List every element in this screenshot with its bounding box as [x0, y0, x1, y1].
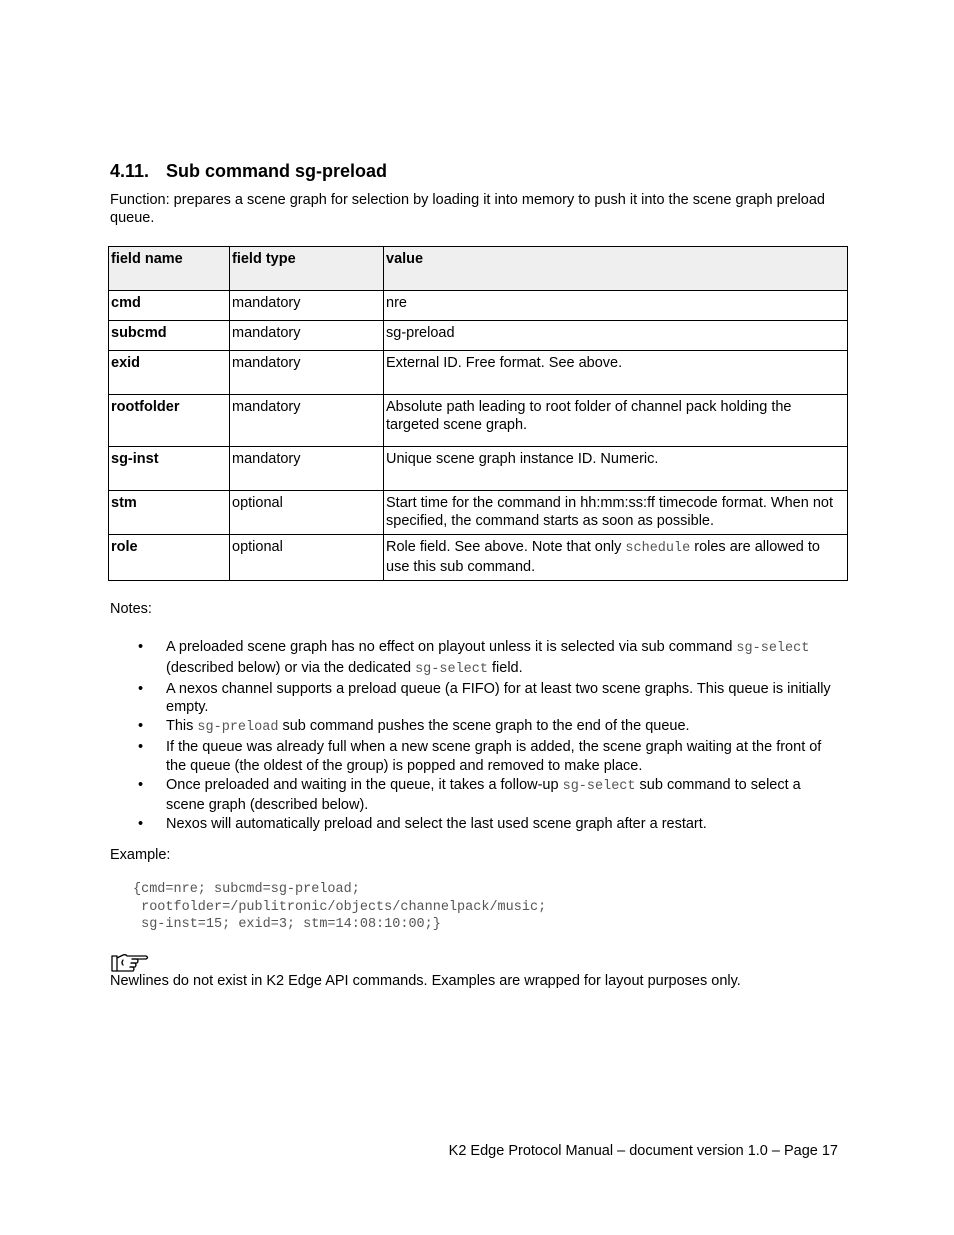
tip-text: Newlines do not exist in K2 Edge API commands. Examples are wrapped for layout purposes only. — [110, 973, 741, 989]
bullet: • — [138, 739, 144, 755]
field-value-cell: nre — [384, 291, 848, 321]
bullet: • — [138, 680, 144, 697]
code-line: rootfolder=/publitronic/objects/channelpack/music; — [133, 899, 547, 915]
note-text: A nexos channel supports a preload queue (a FIFO) for at least two scene graphs. This queue is initially empty. — [166, 680, 831, 715]
field-name-cell: stm — [109, 491, 230, 535]
code-line: sg-inst=15; exid=3; stm=14:08:10:00;} — [133, 917, 441, 932]
code-line: {cmd=nre; subcmd=sg-preload; — [133, 882, 360, 897]
table-row — [109, 321, 848, 351]
field-value-cell: sg-preload — [384, 321, 848, 351]
note-text: field. — [487, 659, 523, 676]
field-value-cell — [384, 535, 848, 581]
list-item — [110, 815, 838, 834]
table-row — [109, 395, 848, 447]
field-table — [108, 246, 848, 581]
table-row — [109, 535, 848, 581]
header-field-type: field type — [230, 247, 384, 291]
header-field-name: field name — [109, 247, 230, 291]
field-type-cell: mandatory — [230, 291, 384, 321]
code-sg-select: sg-select — [415, 661, 488, 677]
list-item — [110, 776, 838, 815]
field-value-cell: Start time for the command in hh:mm:ss:ff timecode format. When not specified, the command starts as soon as possible. — [384, 491, 848, 535]
bullet: • — [138, 639, 144, 655]
field-name-cell: cmd — [109, 291, 230, 321]
bullet: • — [138, 718, 144, 734]
code-sg-select: sg-select — [562, 778, 636, 794]
example-label: Example: — [110, 847, 171, 863]
table-row — [109, 447, 848, 491]
table-header-row — [109, 247, 848, 291]
field-name-cell: role — [109, 535, 230, 581]
field-value-cell: Absolute path leading to root folder of channel pack holding the targeted scene graph. — [384, 395, 848, 447]
list-item — [110, 717, 838, 738]
note-text: sub command to select a scene graph (described below). — [166, 776, 801, 813]
field-value-cell: External ID. Free format. See above. — [384, 351, 848, 395]
note-text: Nexos will automatically preload and select the last used scene graph after a restart. — [166, 816, 707, 832]
field-value-cell: Unique scene graph instance ID. Numeric. — [384, 447, 848, 491]
section-number: 4.11. — [110, 161, 150, 181]
table-row — [109, 291, 848, 321]
bullet: • — [138, 816, 144, 832]
field-type-cell: mandatory — [230, 321, 384, 351]
field-type-cell: mandatory — [230, 351, 384, 395]
field-type-cell: optional — [230, 491, 384, 535]
field-type-cell: mandatory — [230, 395, 384, 447]
header-value: value — [384, 247, 848, 291]
note-text: This — [166, 718, 198, 734]
notes-list — [110, 638, 838, 834]
table-row — [109, 491, 848, 535]
page-footer: K2 Edge Protocol Manual – document version 1.0 – Page 17 — [448, 1143, 838, 1159]
code-schedule: schedule — [625, 541, 691, 556]
pointing-hand-icon — [110, 951, 150, 973]
table-row — [109, 351, 848, 395]
field-name-cell: exid — [109, 351, 230, 395]
list-item — [110, 738, 838, 775]
bullet: • — [138, 776, 144, 793]
field-name-cell: subcmd — [109, 321, 230, 351]
note-text: If the queue was already full when a new scene graph is added, the scene graph waiting at the front of the queue (the oldest of the group) is popped and removed to make place. — [166, 739, 822, 774]
section-title: Sub command sg-preload — [166, 161, 388, 181]
note-text: (described below) or via the dedicated — [166, 659, 416, 676]
field-name-cell: rootfolder — [109, 395, 230, 447]
note-text: A preloaded scene graph has no effect on playout unless it is selected via sub command — [166, 639, 737, 655]
field-type-cell: mandatory — [230, 447, 384, 491]
list-item — [110, 638, 838, 679]
code-sg-preload: sg-preload — [197, 720, 279, 735]
notes-label: Notes: — [110, 601, 152, 617]
value-text: roles are allowed to use this sub command. — [386, 539, 820, 575]
value-text: Role field. See above. Note that only — [386, 539, 626, 555]
code-sg-select: sg-select — [736, 641, 810, 656]
note-text: Once preloaded and waiting in the queue, it takes a follow-up — [166, 776, 563, 793]
list-item — [110, 680, 838, 717]
section-heading — [110, 161, 387, 182]
function-description: Function: prepares a scene graph for selection by loading it into memory to push it into the scene graph preload queue. — [110, 192, 825, 226]
example-code-block — [133, 881, 546, 934]
note-text: sub command pushes the scene graph to the end of the queue. — [278, 718, 690, 734]
field-type-cell: optional — [230, 535, 384, 581]
field-name-cell: sg-inst — [109, 447, 230, 491]
